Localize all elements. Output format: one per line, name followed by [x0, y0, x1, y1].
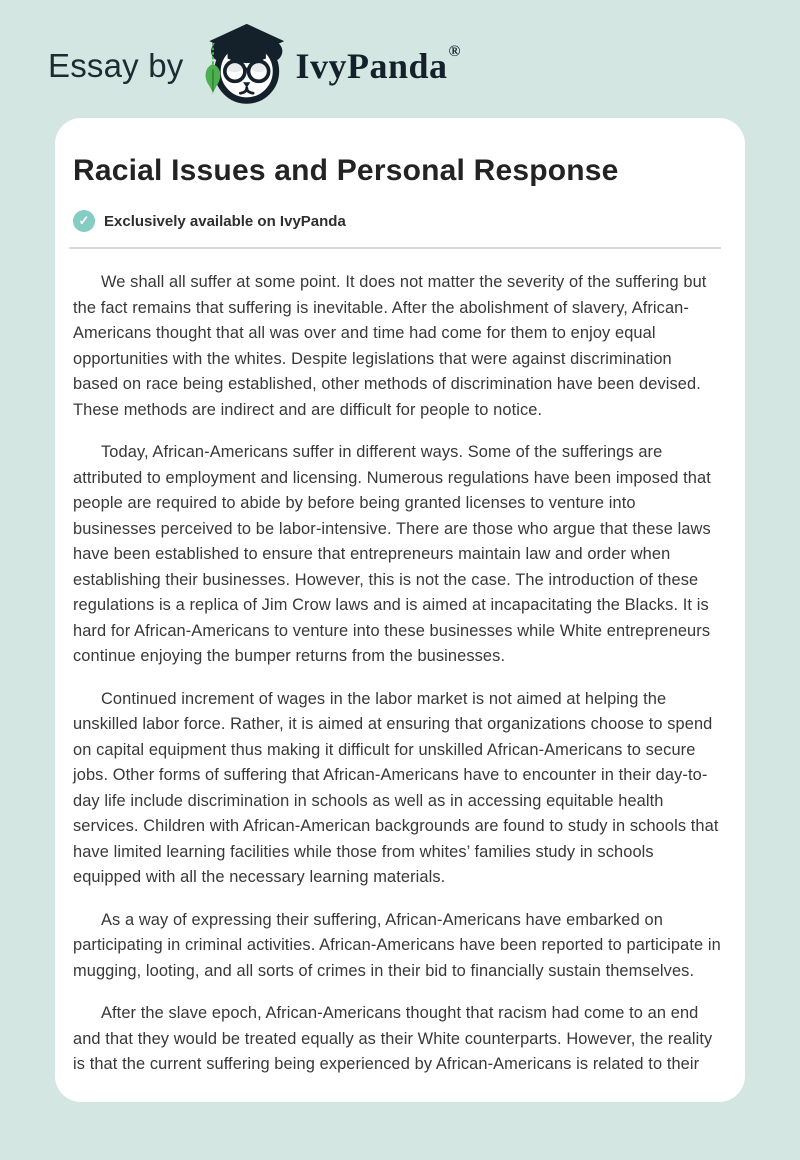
- essay-by-label: Essay by: [48, 47, 184, 84]
- page-header: [0, 0, 800, 118]
- brand-text: IvyPanda: [295, 46, 448, 86]
- essay-body: [73, 270, 721, 1078]
- badge-label: Exclusively available on IvyPanda: [104, 212, 346, 230]
- panda-graduate-icon: [198, 22, 296, 111]
- page-title: Racial Issues and Personal Response: [73, 154, 619, 187]
- ivypanda-logo[interactable]: [198, 22, 462, 111]
- exclusivity-badge: [73, 210, 721, 232]
- essay-paragraph: Today, African-Americans suffer in different ways. Some of the sufferings are attributed to employment and licensing. Numerous regulations have been imposed that people are required to abide by before being granted licenses to venture into businesses perceived to be labor-intensive. There are those who argue that these laws have been established to ensure that entrepreneurs maintain law and order when establishing their businesses. However, this is not the case. The introduction of these regulations is a replica of Jim Crow laws and is aimed at incapacitating the Blacks. It is hard for African-Americans to venture into these businesses while White entrepreneurs continue enjoying the bumper returns from the businesses.: [73, 443, 711, 665]
- essay-paragraph: After the slave epoch, African-Americans thought that racism had come to an end and that they would be treated equally as their White counterparts. However, the reality is that the current suffering being experienced by African-Americans is related to their: [73, 1004, 713, 1073]
- essay-paragraph: As a way of expressing their suffering, African-Americans have embarked on participating in criminal activities. African-Americans have been reported to participate in mugging, looting, and all sorts of crimes in their bid to financially sustain themselves.: [73, 910, 721, 980]
- essay-paragraph: We shall all suffer at some point. It does not matter the severity of the suffering but the fact remains that suffering is inevitable. After the abolishment of slavery, African-Americans thought that all was over and time had come for them to enjoy equal opportunities with the whites. Despite legislations that were against discrimination based on race being established, other methods of discrimination have been devised. These methods are indirect and are difficult for people to notice.: [73, 273, 707, 419]
- divider: [69, 247, 721, 249]
- essay-paragraph: Continued increment of wages in the labor market is not aimed at helping the unskilled labor force. Rather, it is aimed at ensuring that organizations choose to spend on capital equipment thus making it difficult for unskilled African-Americans to secure jobs. Other forms of suffering that African-Americans have to encounter in their day-to-day life include discrimination in schools as well as in accessing equitable health services. Children with African-American backgrounds are found to study in schools that have limited learning facilities while those from whites’ families study in schools equipped with all the necessary learning materials.: [73, 689, 719, 886]
- registered-mark: ®: [448, 43, 461, 60]
- essay-card: [55, 118, 745, 1102]
- check-icon: ✓: [73, 210, 95, 232]
- brand-name: [296, 45, 462, 87]
